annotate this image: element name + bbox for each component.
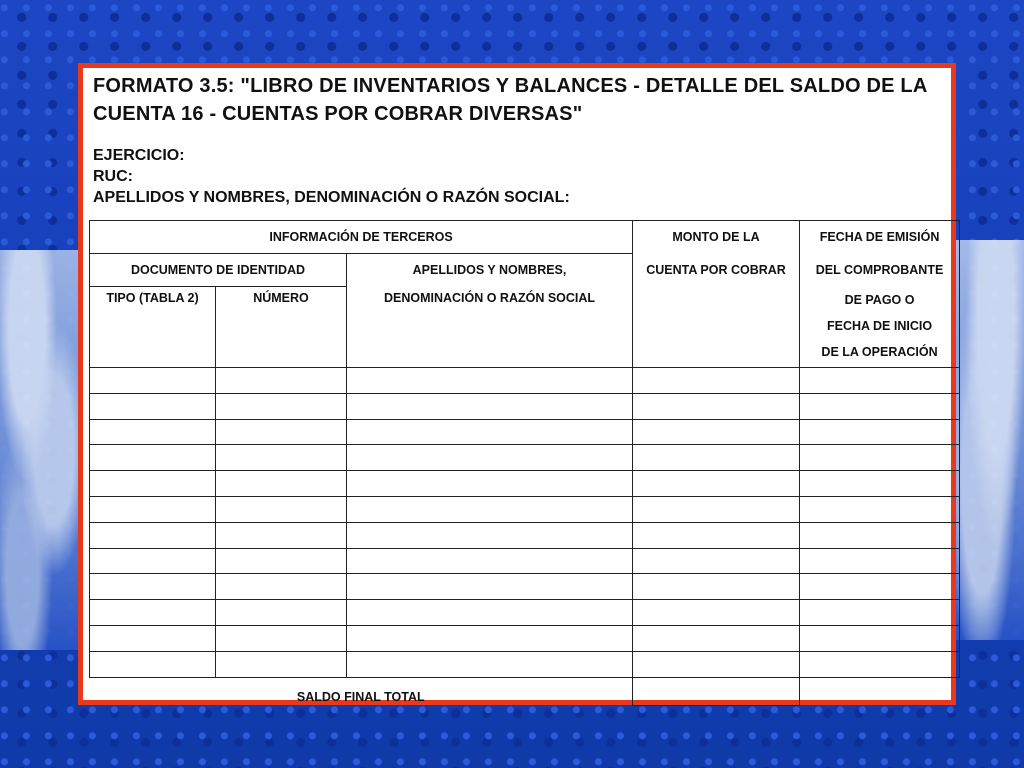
table-cell xyxy=(90,471,216,497)
table-cell xyxy=(800,548,960,574)
table-cell xyxy=(347,574,633,600)
table-cell xyxy=(800,419,960,445)
table-cell xyxy=(800,625,960,651)
table-row xyxy=(90,651,960,677)
header-row-2 xyxy=(90,254,960,287)
table-cell xyxy=(216,471,347,497)
table-row xyxy=(90,574,960,600)
table-cell xyxy=(90,574,216,600)
table-cell xyxy=(633,651,800,677)
table-cell xyxy=(90,445,216,471)
table-cell xyxy=(800,393,960,419)
background-snow-left xyxy=(0,250,90,650)
table-cell xyxy=(633,471,800,497)
table-row xyxy=(90,625,960,651)
table-cell xyxy=(90,496,216,522)
monto-header-1: MONTO DE LA xyxy=(633,221,800,254)
ruc-label: RUC: xyxy=(93,168,133,185)
table-cell xyxy=(633,625,800,651)
table-cell xyxy=(90,600,216,626)
table-cell xyxy=(633,600,800,626)
fecha-header-4: FECHA DE INICIO xyxy=(826,318,933,333)
table-cell xyxy=(216,419,347,445)
table-cell xyxy=(90,548,216,574)
table-row xyxy=(90,522,960,548)
numero-header: NÚMERO xyxy=(216,287,347,368)
total-row-blank xyxy=(800,677,960,706)
table-cell xyxy=(216,651,347,677)
fecha-header-5: DE LA OPERACIÓN xyxy=(821,344,938,359)
ejercicio-label: EJERCICIO: xyxy=(93,147,185,164)
table-cell xyxy=(216,548,347,574)
fecha-header-1: FECHA DE EMISIÓN xyxy=(800,221,960,254)
table-row xyxy=(90,445,960,471)
fecha-header-2: DEL COMPROBANTE xyxy=(800,254,960,287)
fecha-header-stack xyxy=(800,287,960,368)
table-cell xyxy=(633,496,800,522)
table-cell xyxy=(633,445,800,471)
table-cell xyxy=(800,496,960,522)
table-cell xyxy=(90,368,216,394)
table-cell xyxy=(216,522,347,548)
monto-header-blank xyxy=(633,287,800,368)
table-cell xyxy=(216,625,347,651)
table-cell xyxy=(90,651,216,677)
table-cell xyxy=(800,471,960,497)
table-row xyxy=(90,471,960,497)
doc-identidad-header: DOCUMENTO DE IDENTIDAD xyxy=(90,254,347,287)
form-title: FORMATO 3.5: "LIBRO DE INVENTARIOS Y BALANCES - DETALLE DEL SALDO DE LA CUENTA 16 - CUENTAS POR COBRAR DIVERSAS" xyxy=(93,75,927,125)
table-row xyxy=(90,419,960,445)
saldo-final-total-label: SALDO FINAL TOTAL xyxy=(296,689,425,704)
table-cell xyxy=(800,574,960,600)
info-terceros-header: INFORMACIÓN DE TERCEROS xyxy=(90,221,633,254)
table-cell xyxy=(633,548,800,574)
apellidos-header-2: DENOMINACIÓN O RAZÓN SOCIAL xyxy=(347,287,633,368)
monto-header-2: CUENTA POR COBRAR xyxy=(633,254,800,287)
table-row xyxy=(90,368,960,394)
background-snow-right xyxy=(954,240,1024,640)
table-cell xyxy=(633,574,800,600)
table-cell xyxy=(347,625,633,651)
table-cell xyxy=(216,574,347,600)
table-cell xyxy=(216,393,347,419)
table-row xyxy=(90,393,960,419)
razon-social-label: APELLIDOS Y NOMBRES, DENOMINACIÓN O RAZÓN SOCIAL: xyxy=(93,189,570,206)
table-cell xyxy=(216,496,347,522)
saldo-final-total-value xyxy=(633,677,800,706)
table-cell xyxy=(216,445,347,471)
table-row xyxy=(90,600,960,626)
table-cell xyxy=(216,600,347,626)
table-cell xyxy=(800,445,960,471)
fecha-header-3: DE PAGO O xyxy=(844,292,915,307)
table-cell xyxy=(800,600,960,626)
table-cell xyxy=(800,368,960,394)
table-cell xyxy=(90,419,216,445)
tipo-header: TIPO (TABLA 2) xyxy=(90,287,216,368)
table-cell xyxy=(347,419,633,445)
table-cell xyxy=(800,522,960,548)
table-cell xyxy=(347,368,633,394)
table-cell xyxy=(633,522,800,548)
table-cell xyxy=(347,393,633,419)
header-row-3 xyxy=(90,287,960,368)
inventory-table xyxy=(89,220,960,706)
table-cell xyxy=(347,522,633,548)
table-cell xyxy=(633,393,800,419)
table-cell xyxy=(347,600,633,626)
table-cell xyxy=(633,368,800,394)
table-cell xyxy=(347,651,633,677)
table-cell xyxy=(800,651,960,677)
table-cell xyxy=(90,625,216,651)
header-row-1 xyxy=(90,221,960,254)
table-row xyxy=(90,496,960,522)
apellidos-header-1: APELLIDOS Y NOMBRES, xyxy=(347,254,633,287)
table-cell xyxy=(347,471,633,497)
table-cell xyxy=(633,419,800,445)
table-cell xyxy=(347,445,633,471)
total-row xyxy=(90,677,960,706)
table-cell xyxy=(347,548,633,574)
table-cell xyxy=(216,368,347,394)
table-cell xyxy=(347,496,633,522)
table-cell xyxy=(90,393,216,419)
table-row xyxy=(90,548,960,574)
format-card xyxy=(78,63,956,705)
table-cell xyxy=(90,522,216,548)
